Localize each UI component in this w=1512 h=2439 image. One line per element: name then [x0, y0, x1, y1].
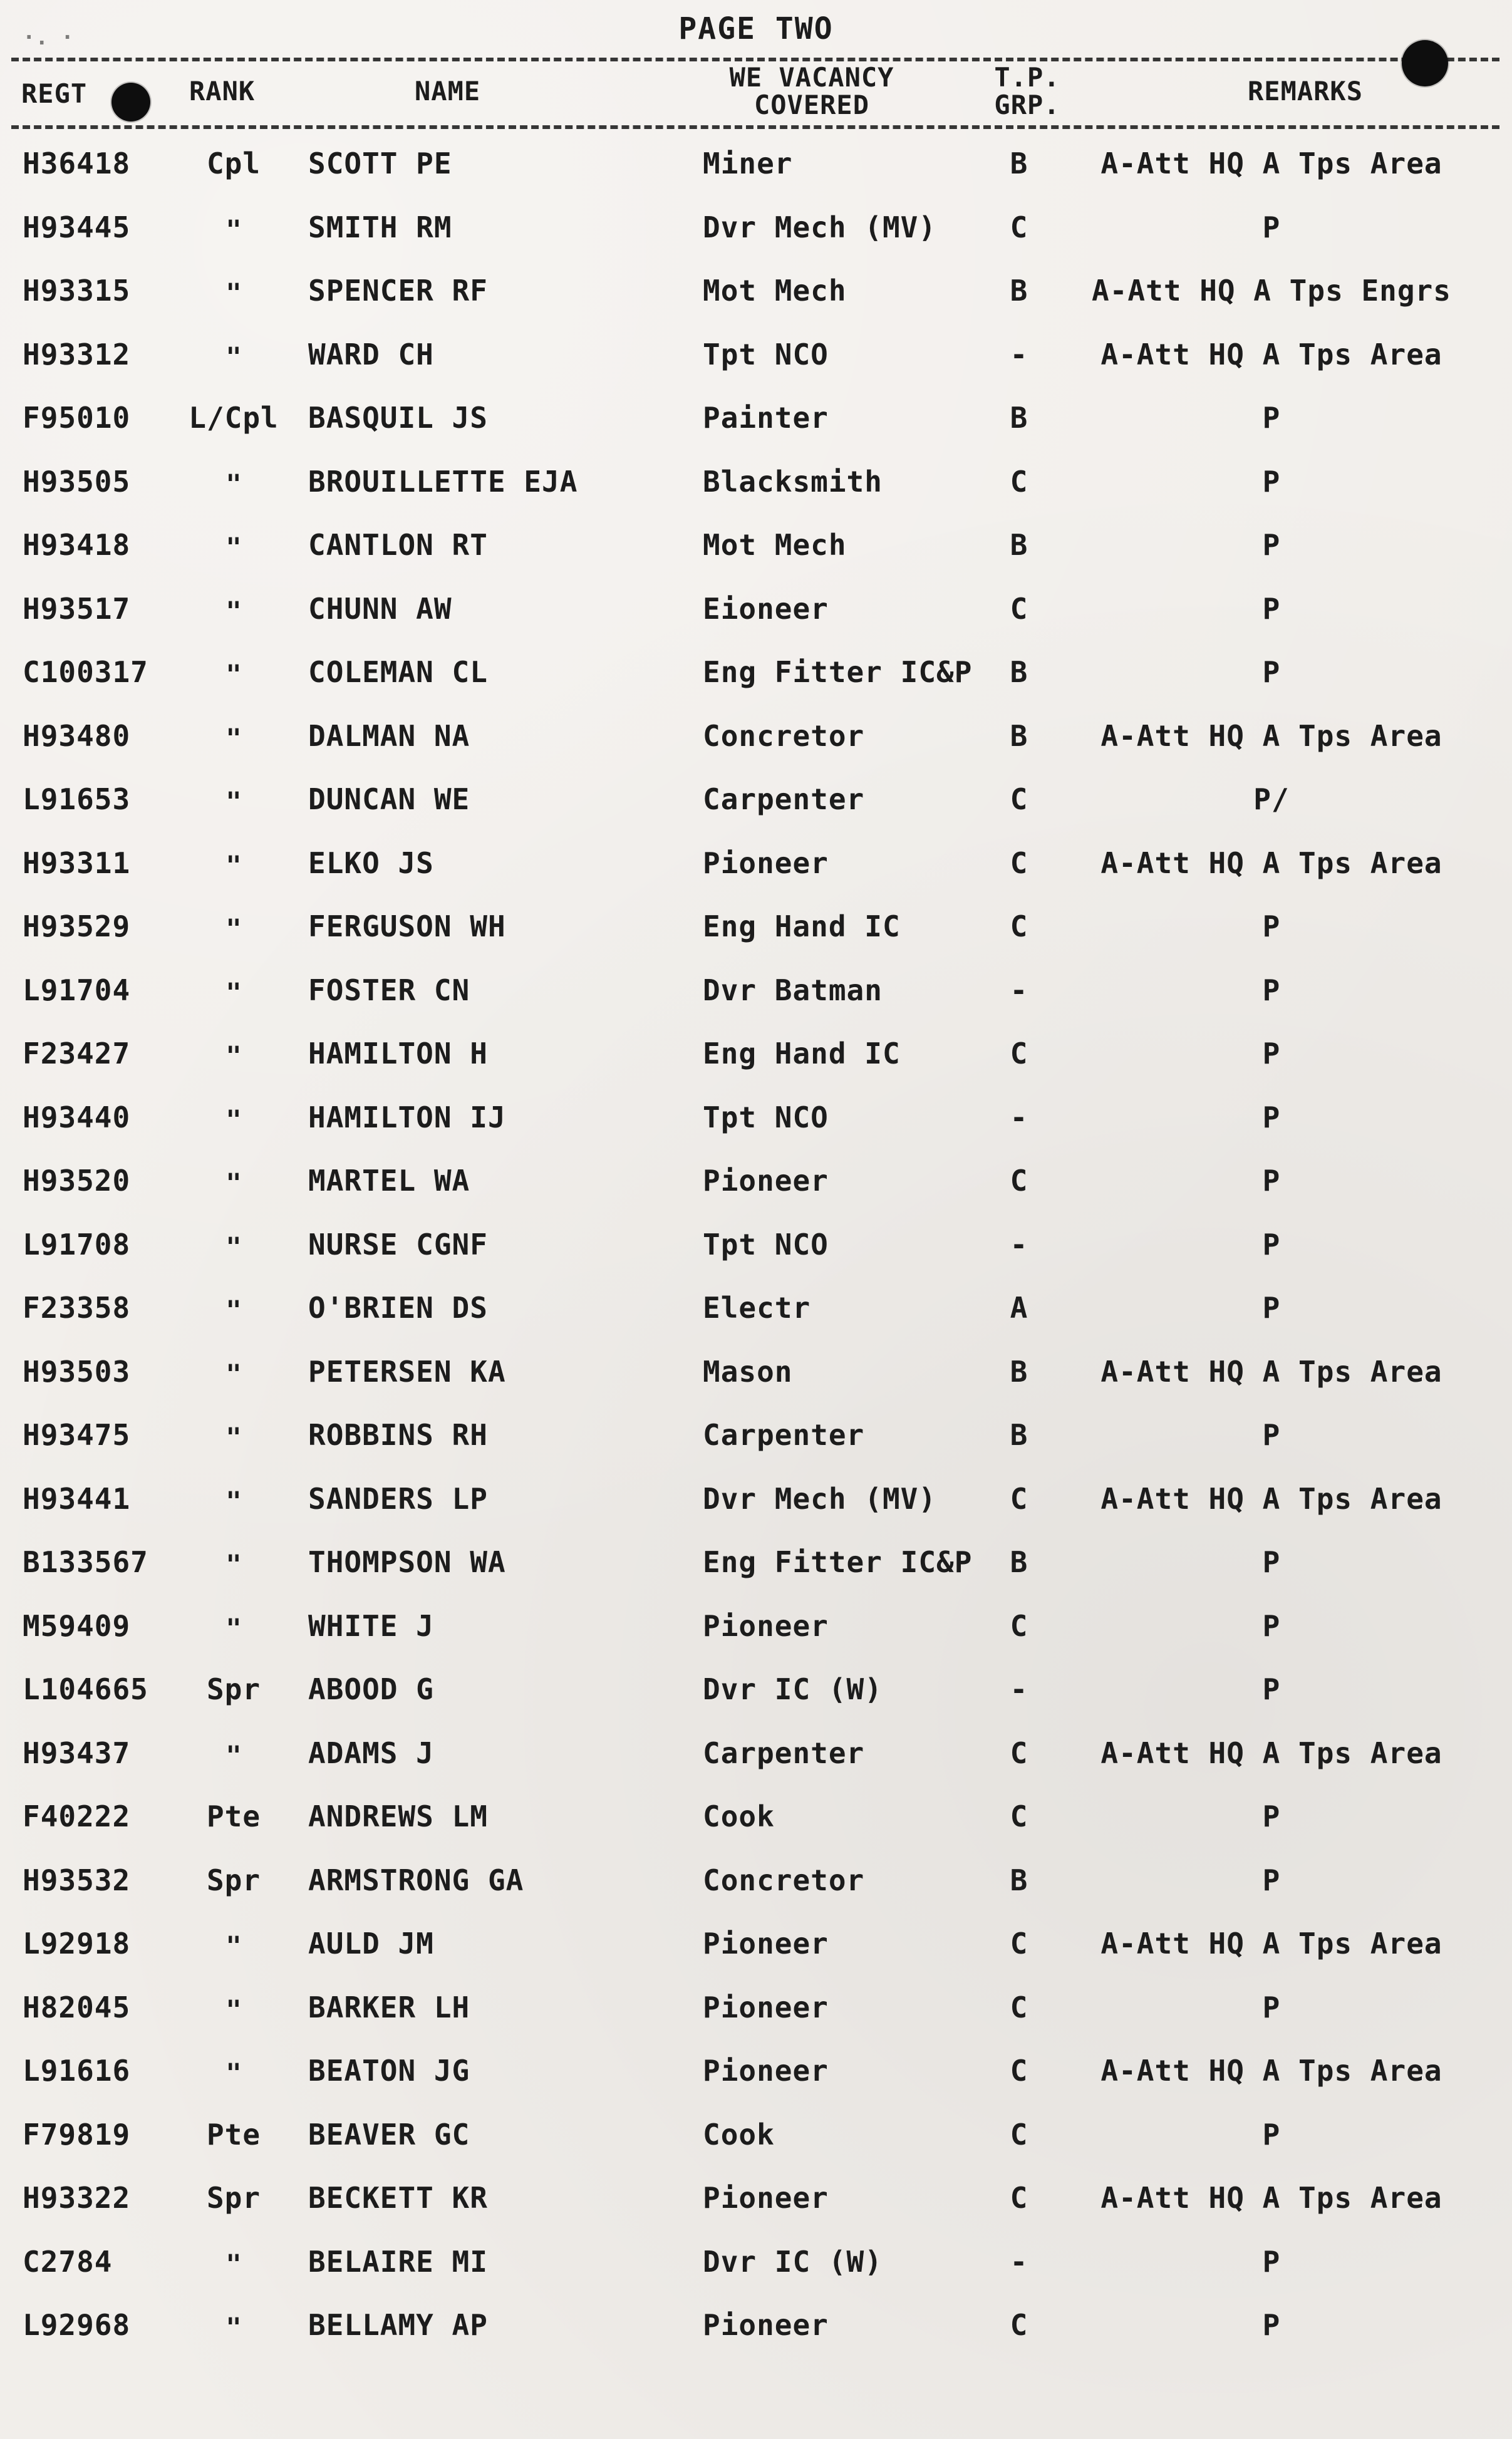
roster-rows	[0, 149, 1512, 2374]
vacancy-covered: Pioneer	[703, 2054, 829, 2088]
rank	[187, 1293, 281, 1325]
name: BEATON JG	[308, 2054, 470, 2088]
vacancy-covered: Eioneer	[703, 591, 829, 626]
table-row	[0, 1990, 1512, 2057]
table-row	[0, 528, 1512, 594]
tp-group: C	[1010, 1481, 1028, 1516]
rank	[187, 1166, 281, 1198]
table-row	[0, 973, 1512, 1040]
vacancy-covered: Pioneer	[703, 1990, 829, 2024]
table-row	[0, 2308, 1512, 2374]
table-row	[0, 1166, 1512, 1230]
regt-number: H93529	[23, 909, 131, 943]
rank	[187, 2247, 281, 2279]
regt-number: H93532	[23, 1863, 131, 1897]
name: AULD JM	[308, 1927, 434, 1960]
regt-number: H93418	[23, 528, 131, 562]
name: MARTEL WA	[308, 1164, 470, 1198]
regt-number: L91653	[23, 782, 131, 816]
remarks: A-Att HQ A Tps Area	[1100, 147, 1442, 180]
regt-number: H93440	[23, 1100, 131, 1134]
remarks: P	[1262, 528, 1281, 562]
regt-number: M59409	[23, 1608, 131, 1643]
rank	[187, 340, 281, 372]
name: BELLAMY AP	[308, 2308, 488, 2342]
ditto-mark: "	[225, 659, 242, 690]
rank	[187, 594, 281, 626]
rank	[187, 722, 281, 753]
vacancy-covered: Carpenter	[703, 1418, 865, 1452]
rank	[187, 1421, 281, 1453]
rank	[187, 276, 281, 308]
tp-group: C	[1010, 1736, 1028, 1770]
ditto-mark: "	[225, 722, 242, 753]
header-vacancy	[699, 64, 924, 119]
vacancy-covered: Electr	[703, 1291, 811, 1325]
vacancy-covered: Pioneer	[703, 2181, 829, 2215]
vacancy-covered: Eng Hand IC	[703, 1037, 901, 1070]
name: WHITE J	[308, 1608, 434, 1643]
vacancy-covered: Cook	[703, 2117, 775, 2152]
regt-number: H36418	[23, 147, 131, 180]
rank	[187, 976, 281, 1008]
rank	[187, 1929, 281, 1961]
name: ANDREWS LM	[308, 1799, 488, 1833]
remarks: P	[1262, 1164, 1281, 1198]
tp-group: C	[1010, 2117, 1028, 2152]
regt-number: H93505	[23, 464, 131, 499]
remarks: P	[1262, 1227, 1281, 1261]
page-title: PAGE TWO	[678, 11, 834, 46]
ditto-mark: "	[225, 1485, 242, 1516]
name: FOSTER CN	[308, 973, 470, 1007]
regt-number: L91616	[23, 2054, 131, 2088]
remarks: A-Att HQ A Tps Area	[1100, 846, 1442, 880]
vacancy-covered: Tpt NCO	[703, 1100, 829, 1134]
regt-number: L91708	[23, 1227, 131, 1261]
name: DUNCAN WE	[308, 782, 470, 816]
vacancy-covered: Pioneer	[703, 2308, 829, 2342]
rank	[187, 1357, 281, 1389]
header-vacancy-line2: COVERED	[753, 90, 869, 121]
ditto-mark: "	[225, 2312, 242, 2343]
ditto-mark: "	[225, 2058, 242, 2088]
rank	[187, 2311, 281, 2343]
vacancy-covered: Dvr IC (W)	[703, 2244, 883, 2279]
vacancy-covered: Dvr Mech (MV)	[703, 210, 937, 244]
header-regt: REGT	[21, 78, 88, 109]
tp-group: C	[1010, 2308, 1028, 2342]
rank: Pte	[206, 1799, 261, 1833]
top-dashed-rule	[11, 58, 1499, 61]
name: BROUILLETTE EJA	[308, 464, 578, 499]
regt-number: F23427	[23, 1037, 131, 1070]
table-row	[0, 403, 1512, 467]
name: THOMPSON WA	[308, 1545, 506, 1579]
name: DALMAN NA	[308, 718, 470, 753]
tp-group: C	[1010, 2054, 1028, 2088]
vacancy-covered: Pioneer	[703, 846, 829, 880]
name: ADAMS J	[308, 1736, 434, 1770]
ditto-mark: "	[225, 786, 242, 817]
remarks: A-Att HQ A Tps Area	[1100, 2181, 1442, 2215]
tp-group: -	[1010, 2244, 1028, 2279]
regt-number: H93445	[23, 210, 131, 244]
rank	[187, 1548, 281, 1580]
regt-number: L91704	[23, 973, 131, 1007]
name: SANDERS LP	[308, 1481, 488, 1516]
remarks: P	[1262, 2117, 1281, 2152]
remarks: P	[1262, 591, 1281, 626]
regt-number: H93437	[23, 1736, 131, 1770]
vacancy-covered: Dvr IC (W)	[703, 1672, 883, 1706]
header-dashed-rule	[11, 125, 1499, 129]
table-row	[0, 210, 1512, 277]
remarks: P	[1262, 1672, 1281, 1706]
table-row	[0, 1799, 1512, 1866]
tp-group: C	[1010, 1608, 1028, 1643]
table-row	[0, 2183, 1512, 2247]
name: ABOOD G	[308, 1672, 434, 1706]
name: HAMILTON H	[308, 1037, 488, 1070]
tp-group: -	[1010, 1227, 1028, 1261]
ditto-mark: "	[225, 595, 242, 626]
tp-group: B	[1010, 718, 1028, 753]
ditto-mark: "	[225, 2248, 242, 2279]
ditto-mark: "	[225, 1739, 242, 1771]
header-tp-line2: GRP.	[994, 90, 1060, 121]
name: NURSE CGNF	[308, 1227, 488, 1261]
vacancy-covered: Tpt NCO	[703, 337, 829, 371]
regt-number: H93480	[23, 718, 131, 753]
tp-group: C	[1010, 1799, 1028, 1833]
regt-number: F40222	[23, 1799, 131, 1833]
remarks: A-Att HQ A Tps Area	[1100, 1736, 1442, 1770]
ditto-mark: "	[225, 214, 242, 245]
vacancy-covered: Carpenter	[703, 782, 865, 816]
name: BEAVER GC	[308, 2117, 470, 2152]
name: HAMILTON IJ	[308, 1100, 506, 1134]
ditto-mark: "	[225, 849, 242, 881]
rank	[187, 912, 281, 944]
header-remarks: REMARKS	[1248, 76, 1364, 106]
remarks: P	[1262, 1799, 1281, 1833]
ditto-mark: "	[225, 1104, 242, 1135]
table-row	[0, 464, 1512, 531]
regt-number: H93312	[23, 337, 131, 371]
remarks: A-Att HQ A Tps Area	[1100, 1481, 1442, 1516]
tp-group: -	[1010, 973, 1028, 1007]
table-row	[0, 1608, 1512, 1675]
name: BASQUIL JS	[308, 401, 488, 435]
remarks: P	[1262, 464, 1281, 499]
name: BARKER LH	[308, 1990, 470, 2024]
header-name: NAME	[415, 76, 481, 106]
name: BECKETT KR	[308, 2181, 488, 2215]
remarks: P	[1262, 655, 1281, 689]
ditto-mark: "	[225, 976, 242, 1008]
table-row	[0, 1481, 1512, 1548]
ditto-mark: "	[225, 1422, 242, 1453]
table-row	[0, 591, 1512, 658]
header-rank: RANK	[189, 76, 256, 106]
table-row	[0, 1293, 1512, 1357]
rank: Spr	[206, 2181, 261, 2215]
tp-group: -	[1010, 1100, 1028, 1134]
name: PETERSEN KA	[308, 1354, 506, 1389]
rank: L/Cpl	[189, 401, 279, 435]
tp-group: C	[1010, 2181, 1028, 2215]
regt-number: H93322	[23, 2181, 131, 2215]
ditto-mark: "	[225, 1040, 242, 1071]
regt-number: L104665	[23, 1672, 148, 1706]
regt-number: H82045	[23, 1990, 131, 2024]
tp-group: C	[1010, 782, 1028, 816]
remarks: P	[1262, 1863, 1281, 1897]
table-row	[0, 1929, 1512, 1993]
vacancy-covered: Dvr Batman	[703, 973, 883, 1007]
remarks: P	[1262, 1608, 1281, 1643]
vacancy-covered: Carpenter	[703, 1736, 865, 1770]
vacancy-covered: Eng Fitter IC&P	[703, 655, 973, 689]
table-row	[0, 655, 1512, 722]
tp-group: B	[1010, 1354, 1028, 1389]
ditto-mark: "	[225, 1231, 242, 1262]
vacancy-covered: Miner	[703, 147, 793, 180]
table-row	[0, 846, 1512, 913]
ditto-mark: "	[225, 1994, 242, 2025]
rank	[187, 1103, 281, 1135]
name: SMITH RM	[308, 210, 452, 244]
regt-number: L92918	[23, 1927, 131, 1960]
tp-group: B	[1010, 147, 1028, 180]
rank	[187, 467, 281, 499]
tp-group: -	[1010, 1672, 1028, 1706]
remarks: P	[1262, 210, 1281, 244]
tp-group: B	[1010, 274, 1028, 308]
remarks: P	[1262, 1037, 1281, 1070]
name: COLEMAN CL	[308, 655, 488, 689]
regt-number: C100317	[23, 655, 148, 689]
remarks: P	[1262, 1990, 1281, 2024]
tp-group: C	[1010, 591, 1028, 626]
ditto-mark: "	[225, 532, 242, 562]
ditto-mark: "	[225, 341, 242, 372]
tp-group: C	[1010, 1990, 1028, 2024]
tp-group: B	[1010, 401, 1028, 435]
tp-group: B	[1010, 655, 1028, 689]
tp-group: C	[1010, 210, 1028, 244]
vacancy-covered: Mot Mech	[703, 528, 847, 562]
remarks: P	[1262, 909, 1281, 943]
remarks: P	[1262, 1418, 1281, 1452]
tp-group: C	[1010, 846, 1028, 880]
ditto-mark: "	[225, 913, 242, 944]
vacancy-covered: Eng Fitter IC&P	[703, 1545, 973, 1579]
regt-number: H93315	[23, 274, 131, 308]
header-tp-line1: T.P.	[994, 62, 1060, 93]
table-row	[0, 1354, 1512, 1421]
header-tp-group	[977, 64, 1077, 119]
rank: Spr	[206, 1672, 261, 1706]
tp-group: B	[1010, 1863, 1028, 1897]
name: ELKO JS	[308, 846, 434, 880]
remarks: P	[1262, 2308, 1281, 2342]
remarks: A-Att HQ A Tps Area	[1100, 2054, 1442, 2088]
table-row	[0, 1545, 1512, 1612]
table-row	[0, 2056, 1512, 2120]
ink-blot-left	[111, 83, 150, 122]
regt-number: H93520	[23, 1164, 131, 1198]
rank	[187, 1993, 281, 2025]
regt-number: L92968	[23, 2308, 131, 2342]
name: CHUNN AW	[308, 591, 452, 626]
rank	[187, 213, 281, 245]
regt-number: H93517	[23, 591, 131, 626]
name: SPENCER RF	[308, 274, 488, 308]
remarks: P/	[1253, 782, 1290, 816]
table-row	[0, 1418, 1512, 1484]
ditto-mark: "	[225, 468, 242, 499]
vacancy-covered: Pioneer	[703, 1164, 829, 1198]
remarks: A-Att HQ A Tps Area	[1100, 718, 1442, 753]
table-row	[0, 1736, 1512, 1803]
remarks: P	[1262, 973, 1281, 1007]
vacancy-covered: Concretor	[703, 718, 865, 753]
tp-group: A	[1010, 1291, 1028, 1325]
regt-number: H93311	[23, 846, 131, 880]
rank: Cpl	[206, 147, 261, 180]
tp-group: C	[1010, 1927, 1028, 1960]
rank	[187, 1230, 281, 1262]
vacancy-covered: Eng Hand IC	[703, 909, 901, 943]
vacancy-covered: Painter	[703, 401, 829, 435]
ditto-mark: "	[225, 1358, 242, 1389]
name: CANTLON RT	[308, 528, 488, 562]
tp-group: B	[1010, 528, 1028, 562]
regt-number: B133567	[23, 1545, 148, 1579]
rank	[187, 849, 281, 881]
remarks: A-Att HQ A Tps Engrs	[1092, 274, 1451, 308]
remarks: A-Att HQ A Tps Area	[1100, 1927, 1442, 1960]
name: O'BRIEN DS	[308, 1291, 488, 1325]
tp-group: C	[1010, 1164, 1028, 1198]
remarks: P	[1262, 401, 1281, 435]
vacancy-covered: Tpt NCO	[703, 1227, 829, 1261]
corner-mark: ·. ·	[23, 25, 74, 50]
vacancy-covered: Cook	[703, 1799, 775, 1833]
tp-group: C	[1010, 909, 1028, 943]
ditto-mark: "	[225, 277, 242, 308]
rank: Pte	[206, 2117, 261, 2152]
regt-number: F23358	[23, 1291, 131, 1325]
name: SCOTT PE	[308, 147, 452, 180]
rank	[187, 1739, 281, 1771]
tp-group: C	[1010, 1037, 1028, 1070]
tp-group: B	[1010, 1418, 1028, 1452]
header-vacancy-line1: WE VACANCY	[729, 62, 894, 93]
table-row	[0, 718, 1512, 785]
tp-group: C	[1010, 464, 1028, 499]
rank	[187, 1612, 281, 1644]
table-row	[0, 276, 1512, 340]
vacancy-covered: Mason	[703, 1354, 793, 1389]
ditto-mark: "	[225, 1295, 242, 1325]
rank	[187, 785, 281, 817]
table-row	[0, 149, 1512, 213]
table-row	[0, 1672, 1512, 1739]
regt-number: F95010	[23, 401, 131, 435]
vacancy-covered: Dvr Mech (MV)	[703, 1481, 937, 1516]
name: BELAIRE MI	[308, 2244, 488, 2279]
column-headers	[0, 62, 1512, 128]
vacancy-covered: Pioneer	[703, 1608, 829, 1643]
rank	[187, 2056, 281, 2088]
regt-number: H93475	[23, 1418, 131, 1452]
table-row	[0, 909, 1512, 976]
vacancy-covered: Concretor	[703, 1863, 865, 1897]
regt-number: F79819	[23, 2117, 131, 2152]
remarks: P	[1262, 1291, 1281, 1325]
remarks: A-Att HQ A Tps Area	[1100, 337, 1442, 371]
name: FERGUSON WH	[308, 909, 506, 943]
ditto-mark: "	[225, 1612, 242, 1644]
ditto-mark: "	[225, 1549, 242, 1580]
remarks: A-Att HQ A Tps Area	[1100, 1354, 1442, 1389]
remarks: P	[1262, 1545, 1281, 1579]
ditto-mark: "	[225, 1930, 242, 1961]
table-row	[0, 2244, 1512, 2311]
ditto-mark: "	[225, 1168, 242, 1198]
tp-group: B	[1010, 1545, 1028, 1579]
table-row	[0, 1100, 1512, 1167]
table-row	[0, 1863, 1512, 1930]
name: ARMSTRONG GA	[308, 1863, 524, 1897]
rank	[187, 658, 281, 690]
name: ROBBINS RH	[308, 1418, 488, 1452]
vacancy-covered: Blacksmith	[703, 464, 883, 499]
table-row	[0, 1039, 1512, 1103]
table-row	[0, 782, 1512, 849]
remarks: P	[1262, 2244, 1281, 2279]
remarks: P	[1262, 1100, 1281, 1134]
regt-number: C2784	[23, 2244, 113, 2279]
rank	[187, 1484, 281, 1516]
table-row	[0, 2117, 1512, 2184]
regt-number: H93441	[23, 1481, 131, 1516]
vacancy-covered: Mot Mech	[703, 274, 847, 308]
tp-group: -	[1010, 337, 1028, 371]
regt-number: H93503	[23, 1354, 131, 1389]
rank: Spr	[206, 1863, 261, 1897]
table-row	[0, 337, 1512, 404]
name: WARD CH	[308, 337, 434, 371]
rank	[187, 531, 281, 562]
table-row	[0, 1227, 1512, 1294]
rank	[187, 1039, 281, 1071]
vacancy-covered: Pioneer	[703, 1927, 829, 1960]
